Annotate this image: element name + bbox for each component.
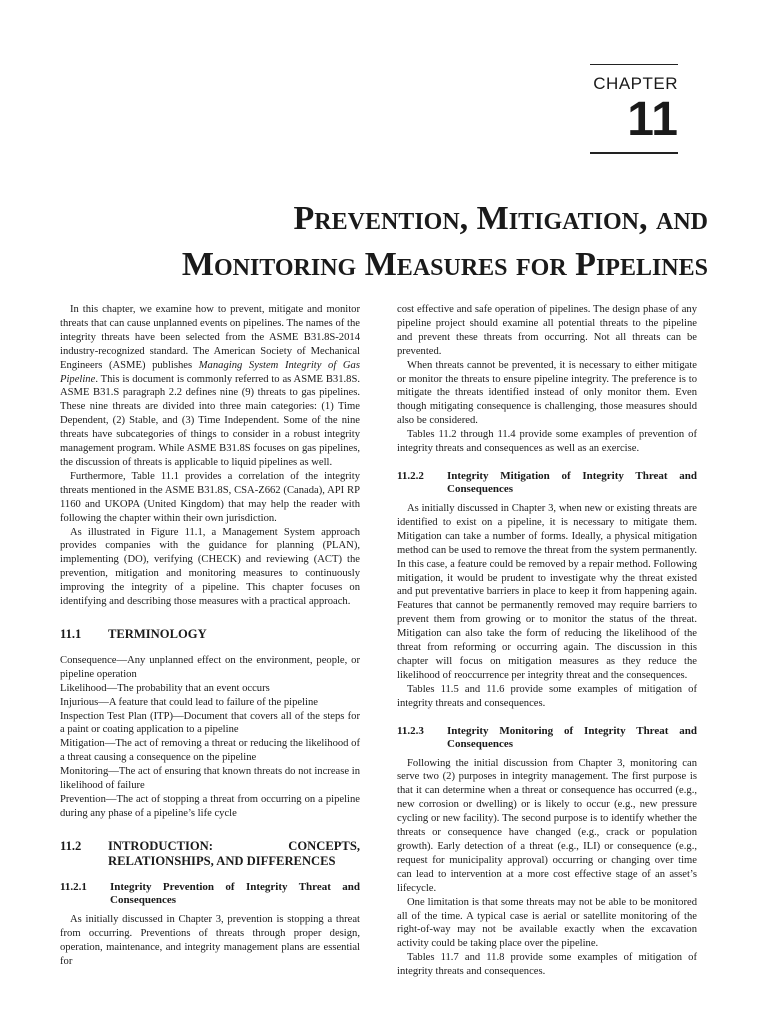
subsection-heading-prevention <box>60 881 360 907</box>
paragraph-tables-mitigation: Tables 11.5 and 11.6 provide some examples of mitigation of integrity threats and consequences. <box>397 683 697 709</box>
section-heading-terminology <box>60 627 360 642</box>
chapter-rule-top <box>590 64 678 65</box>
section-heading-introduction <box>60 839 360 869</box>
subsection-number: 11.2.2 <box>397 469 424 482</box>
term-likelihood: Likelihood—The probability that an event occurs <box>60 682 270 694</box>
subsection-number: 11.2.3 <box>397 724 424 737</box>
subsection-title: Integrity Prevention of Integrity Threat and Consequences <box>110 880 360 906</box>
chapter-title <box>60 196 708 288</box>
section-number: 11.1 <box>60 626 82 641</box>
paragraph-limitation: One limitation is that some threats may not be able to be monitored all of the time. A typical case is aerial or satellite monitoring of the right-of-way may not be available exactly when the excavation activity could be taking place over the pipeline. <box>397 896 697 950</box>
subsection-title: Integrity Mitigation of Integrity Threat and Consequences <box>447 469 697 495</box>
paragraph-tables-monitoring: Tables 11.7 and 11.8 provide some examples of mitigation of integrity threats and consequences. <box>397 952 697 978</box>
subsection-heading-monitoring <box>397 725 697 751</box>
section-title: TERMINOLOGY <box>108 626 207 641</box>
chapter-rule-bottom <box>590 152 678 154</box>
intro-paragraph <box>60 303 360 470</box>
paragraph-management-system: As illustrated in Figure 11.1, a Management System approach provides companies with the guidance for planning (PLAN), implementing (DO), verifying (CHECK) and reviewing (ACT) the prevention, mitigation and monitoring measures to continuously improving the integrity of a pipeline. This chapter focuses on identifying and describing those measures with a practical approach. <box>60 526 360 608</box>
paragraph-mitigation: As initially discussed in Chapter 3, when new or existing threats are identified to exist on a pipeline, it is necessary to mitigate them. Mitigation can take a number of forms. Ideally, a physical mitigation method can be used to remove the threat from the system permanently. In this case, a feature could be removed by a repair method. Following mitigation, it would be prudent to investigate why the threat existed and put preventative barriers in place to keep it from happening again. Features that cannot be permanently removed may require barriers to prevent them from growing or to monitor the status of the threat. Mitigation can also take the form of reducing the likelihood of the threat from reforming or occurring again. The discussion in this chapter will focus on mitigation measures as they reduce the likelihood of reoccurrence per integrity threat and the consequences. <box>397 502 697 681</box>
intro-text-italic: Managing System Integrity of Gas Pipeline <box>60 359 360 385</box>
term-prevention: Prevention—The act of stopping a threat from occurring on a pipeline during any phase of a pipeline’s life cycle <box>60 794 360 819</box>
right-column <box>397 303 697 979</box>
term-mitigation: Mitigation—The act of removing a threat or reducing the likelihood of a threat causing a consequence on the pipeline <box>60 738 360 764</box>
subsection-title: Integrity Monitoring of Integrity Threat and Consequences <box>447 724 697 750</box>
paragraph-mitigate-or-monitor: When threats cannot be prevented, it is necessary to either mitigate or monitor the threats to ensure pipeline integrity. The preference is to mitigate the threats identified instead of only monitor them. Even though mitigating consequence is challenging, those measures should also be considered. <box>397 359 697 427</box>
paragraph-design-phase: cost effective and safe operation of pipelines. The design phase of any pipeline project should examine all potential threats to the pipeline and prevent these threats from occurring. Not all threats can be prevented. <box>397 304 697 357</box>
chapter-title-line-1: Prevention, Mitigation, and <box>293 200 708 237</box>
term-itp: Inspection Test Plan (ITP)—Document that covers all of the steps for a paint or coating application to a pipeline <box>60 710 360 736</box>
subsection-heading-mitigation <box>397 470 697 496</box>
section-title: INTRODUCTION: CONCEPTS, RELATIONSHIPS, AND DIFFERENCES <box>108 838 360 868</box>
subsection-number: 11.2.1 <box>60 880 87 893</box>
paragraph-prevention: As initially discussed in Chapter 3, prevention is stopping a threat from occurring. Preventions of threats through proper design, operation, maintenance, and integrity management plans are essential for <box>60 913 360 967</box>
paragraph-monitoring: Following the initial discussion from Chapter 3, monitoring can serve two (2) purposes in integrity management. The first purpose is that it can determine when a threat or consequence has occurred (e.g., new corrosion or dwelling) or is likely to occur (e.g., new pressure cycling or new facility). The second purpose is to identify whether the threats or consequence have changed (e.g., crack or population growth). Early detection of a threat (e.g., ILI) or consequence (e.g., request for municipality approval) occurring or changing over time can lead to intervention at a more cost effective stage of an asset’s lifecycle. <box>397 757 697 894</box>
chapter-title-line-2: Monitoring Measures for Pipelines <box>181 246 708 283</box>
chapter-label: CHAPTER <box>593 74 678 93</box>
section-number: 11.2 <box>60 838 82 853</box>
left-column <box>60 303 360 968</box>
term-consequence: Consequence—Any unplanned effect on the environment, people, or pipeline operation <box>60 654 360 680</box>
paragraph-tables-prevention: Tables 11.2 through 11.4 provide some examples of prevention of integrity threats and consequences as well as an exercise. <box>397 429 697 455</box>
term-monitoring: Monitoring—The act of ensuring that known threats do not increase in likelihood of failure <box>60 766 360 792</box>
intro-text-a: In this chapter, we examine how to prevent, mitigate and monitor threats that can cause unplanned events on pipelines. The names of the integrity threats have been selected from the ASME B31.8S-2014 industry-recognized standard. The American Society of Mechanical Engineers (ASME) publishes <box>60 304 360 371</box>
terminology-list <box>60 654 360 821</box>
intro-text-b: . This is document is commonly referred to as ASME B31.8S. ASME B31.S paragraph 2.2 defines nine (9) threats to gas pipelines. These nine threats are divided into three main categories: (1) Time Dependent, (2) Stable, and (3) Time Independent. Some of the nine threats have subcategories of things to consider in a robust integrity management program. While ASME B31.8S focuses on gas pipelines, the discussion of threats is applicable to liquid pipelines as well. <box>60 373 360 468</box>
term-injurious: Injurious—A feature that could lead to failure of the pipeline <box>60 696 318 708</box>
paragraph-table-correlation: Furthermore, Table 11.1 provides a correlation of the integrity threats mentioned in the ASME B31.8S, CSA-Z662 (Canada), API RP 1160 and UKOPA (United Kingdom) that may help the reader with following the chapter within their own jurisdiction. <box>60 470 360 524</box>
chapter-number: 11 <box>627 93 678 146</box>
